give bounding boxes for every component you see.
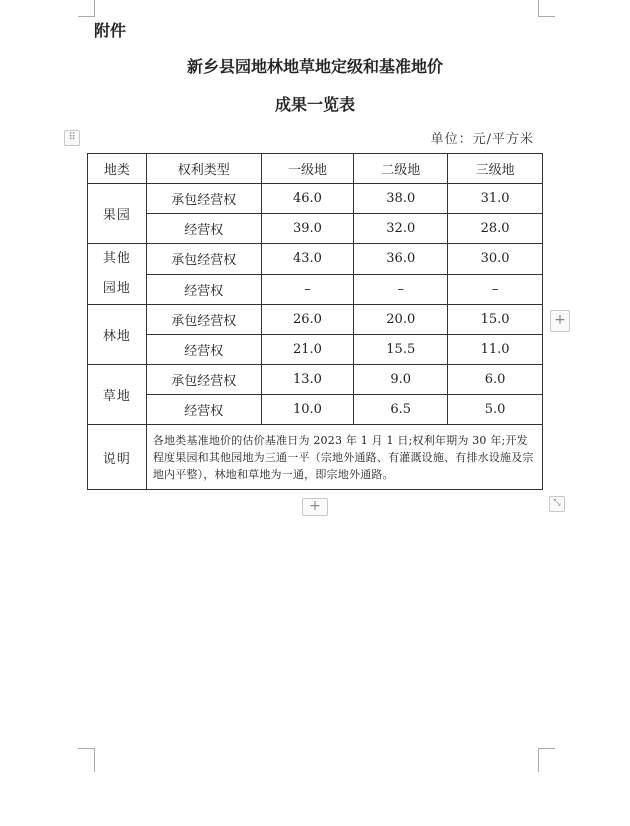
price-cell: 10.0 (261, 395, 354, 425)
table-row (88, 244, 543, 275)
note-row (88, 425, 543, 490)
land-type-line: 其他 (102, 251, 131, 266)
add-column-button[interactable]: + (550, 310, 570, 332)
price-cell: 9.0 (354, 365, 448, 395)
price-cell: 20.0 (354, 305, 448, 335)
header-cell: 权利类型 (146, 154, 261, 184)
right-type-cell: 经营权 (146, 274, 261, 305)
page-corner-mark (538, 0, 555, 17)
price-cell: 32.0 (354, 214, 448, 244)
price-cell: 30.0 (448, 244, 543, 275)
price-table (87, 153, 543, 490)
right-type-cell: 经营权 (146, 395, 261, 425)
price-cell: 38.0 (354, 184, 448, 214)
right-type-cell: 经营权 (146, 214, 261, 244)
land-type-line: 园地 (102, 281, 131, 296)
header-cell: 二级地 (354, 154, 448, 184)
add-row-button[interactable]: + (302, 498, 328, 516)
table-row (88, 184, 543, 214)
page-corner-mark (538, 764, 555, 772)
price-cell: 26.0 (261, 305, 354, 335)
land-type-cell (88, 244, 147, 305)
price-cell: 15.5 (354, 335, 448, 365)
price-cell: 11.0 (448, 335, 543, 365)
table-row (88, 305, 543, 335)
table-row (88, 365, 543, 395)
price-cell: 39.0 (261, 214, 354, 244)
land-type-cell: 草地 (88, 365, 147, 425)
price-cell: – (261, 274, 354, 305)
land-type-cell: 果园 (88, 184, 147, 244)
table-row (88, 395, 543, 425)
right-type-cell: 承包经营权 (146, 305, 261, 335)
table-move-handle-icon[interactable]: ⠿ (64, 130, 80, 146)
page-corner-mark (538, 748, 555, 765)
page-corner-mark (78, 0, 95, 17)
price-cell: 31.0 (448, 184, 543, 214)
price-cell: 15.0 (448, 305, 543, 335)
right-type-cell: 承包经营权 (146, 365, 261, 395)
price-cell: 6.5 (354, 395, 448, 425)
price-cell: – (448, 274, 543, 305)
header-cell: 三级地 (448, 154, 543, 184)
attachment-label: 附件 (94, 21, 127, 40)
right-type-cell: 承包经营权 (146, 244, 261, 275)
price-cell: 5.0 (448, 395, 543, 425)
page-corner-mark (78, 764, 95, 772)
right-type-cell: 承包经营权 (146, 184, 261, 214)
price-cell: 46.0 (261, 184, 354, 214)
page-corner-mark (78, 748, 95, 765)
header-cell: 一级地 (261, 154, 354, 184)
price-cell: – (354, 274, 448, 305)
document-title: 新乡县园地林地草地定级和基准地价 (186, 57, 443, 76)
price-cell: 43.0 (261, 244, 354, 275)
land-type-cell: 林地 (88, 305, 147, 365)
price-cell: 6.0 (448, 365, 543, 395)
note-text-cell: 各地类基准地价的估价基准日为 2023 年 1 月 1 日;权利年期为 30 年;开发程度果园和其他园地为三通一平（宗地外通路、有灌溉设施、有排水设施及宗地内平整），林地和草地为一通，即宗地外通路。 (146, 425, 542, 490)
price-cell: 28.0 (448, 214, 543, 244)
table-row (88, 335, 543, 365)
table-row (88, 214, 543, 244)
price-cell: 36.0 (354, 244, 448, 275)
document-subtitle: 成果一览表 (274, 95, 355, 114)
price-cell: 13.0 (261, 365, 354, 395)
table-resize-handle-icon[interactable]: ⤡ (549, 496, 565, 512)
note-label-cell: 说明 (88, 425, 147, 490)
header-cell: 地类 (88, 154, 147, 184)
table-row (88, 274, 543, 305)
unit-label: 单位：元/平方米 (430, 132, 534, 147)
price-cell: 21.0 (261, 335, 354, 365)
right-type-cell: 经营权 (146, 335, 261, 365)
table-header-row (88, 154, 543, 184)
